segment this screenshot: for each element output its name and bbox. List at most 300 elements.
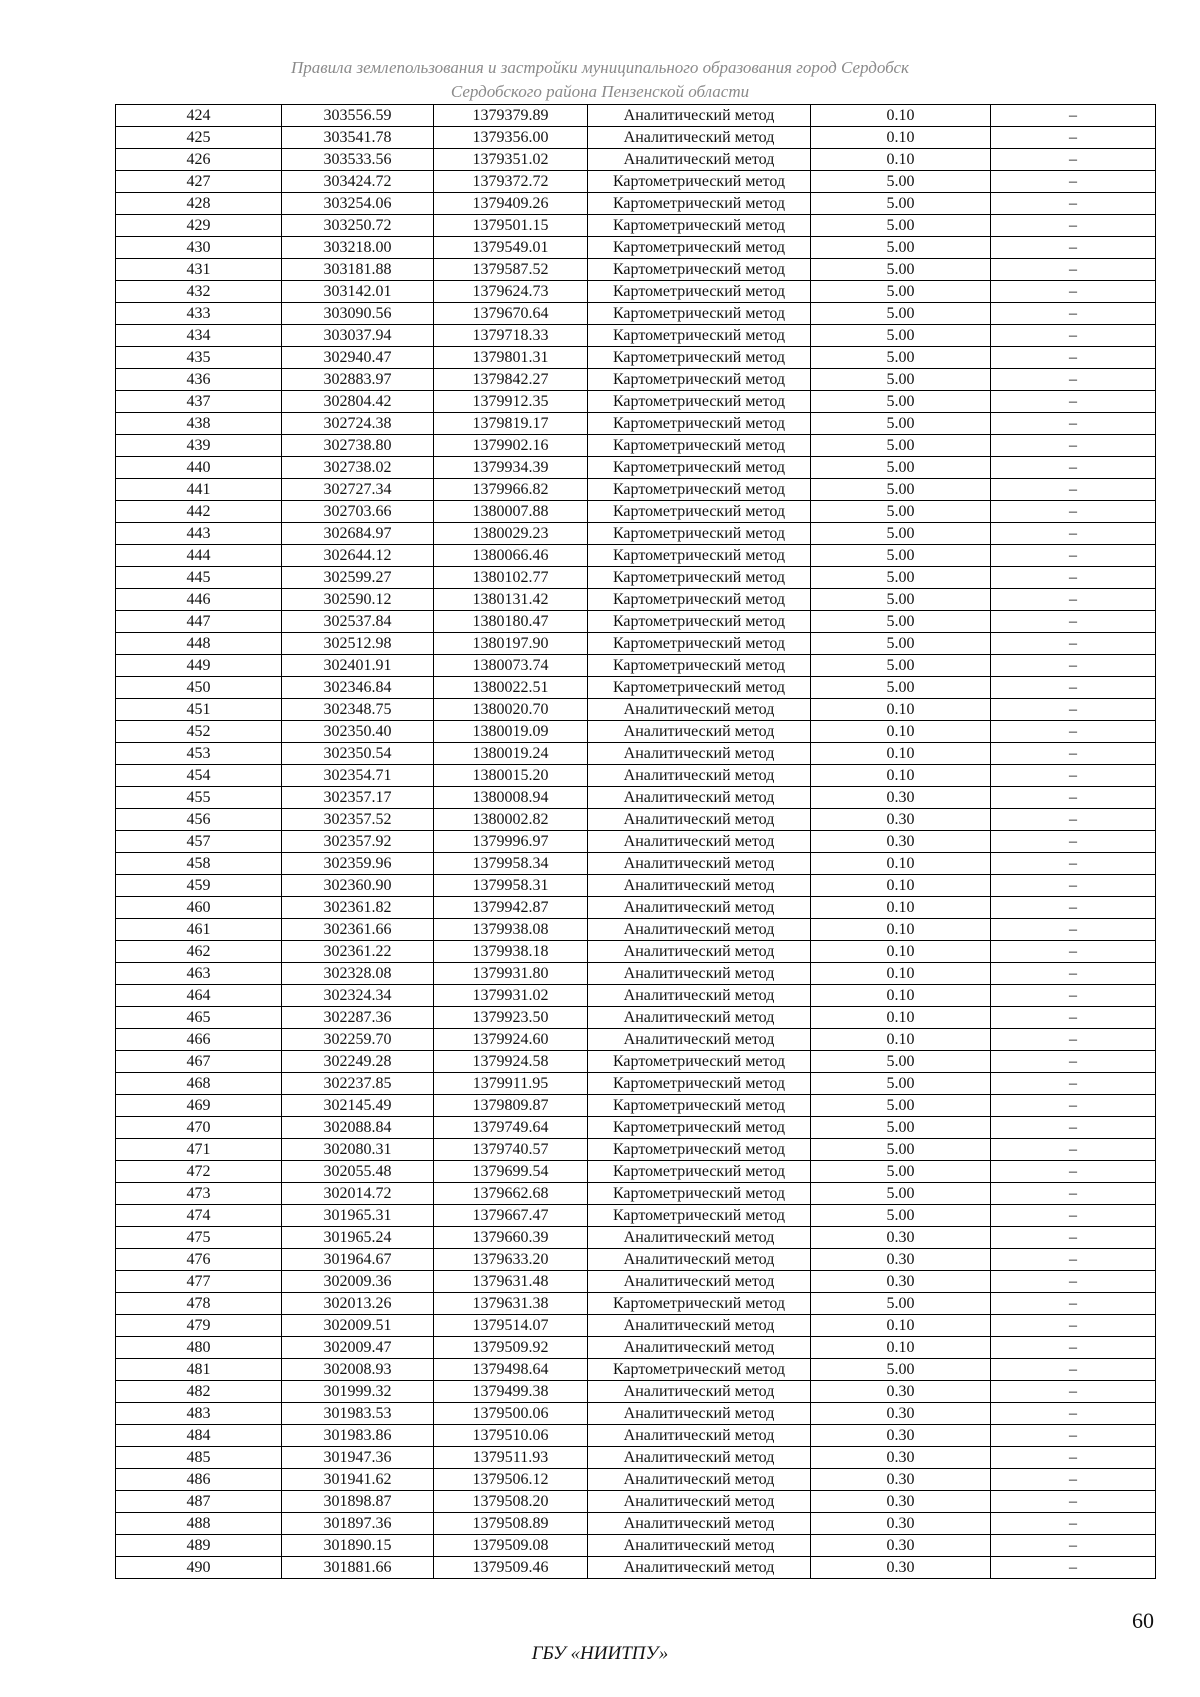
cell-point-number: 472 — [116, 1161, 282, 1183]
cell-x-coordinate: 301898.87 — [282, 1491, 434, 1513]
cell-note: – — [991, 259, 1156, 281]
cell-method: Картометрический метод — [588, 347, 811, 369]
cell-accuracy: 0.10 — [811, 919, 991, 941]
cell-point-number: 439 — [116, 435, 282, 457]
cell-accuracy: 5.00 — [811, 1359, 991, 1381]
cell-note: – — [991, 853, 1156, 875]
cell-accuracy: 0.10 — [811, 1315, 991, 1337]
table-row — [116, 1183, 1156, 1205]
cell-y-coordinate: 1380019.24 — [434, 743, 588, 765]
cell-point-number: 464 — [116, 985, 282, 1007]
table-row — [116, 149, 1156, 171]
cell-note: – — [991, 457, 1156, 479]
cell-point-number: 426 — [116, 149, 282, 171]
cell-accuracy: 0.10 — [811, 853, 991, 875]
cell-point-number: 451 — [116, 699, 282, 721]
table-row — [116, 479, 1156, 501]
cell-y-coordinate: 1380131.42 — [434, 589, 588, 611]
cell-method: Картометрический метод — [588, 589, 811, 611]
cell-method: Картометрический метод — [588, 391, 811, 413]
cell-point-number: 438 — [116, 413, 282, 435]
cell-y-coordinate: 1379966.82 — [434, 479, 588, 501]
cell-method: Картометрический метод — [588, 567, 811, 589]
cell-method: Аналитический метод — [588, 1469, 811, 1491]
cell-x-coordinate: 302324.34 — [282, 985, 434, 1007]
cell-x-coordinate: 303556.59 — [282, 105, 434, 127]
table-row — [116, 1403, 1156, 1425]
cell-accuracy: 5.00 — [811, 303, 991, 325]
cell-x-coordinate: 302738.02 — [282, 457, 434, 479]
cell-accuracy: 0.30 — [811, 831, 991, 853]
cell-y-coordinate: 1379819.17 — [434, 413, 588, 435]
cell-method: Картометрический метод — [588, 215, 811, 237]
cell-note: – — [991, 567, 1156, 589]
cell-point-number: 425 — [116, 127, 282, 149]
cell-method: Аналитический метод — [588, 105, 811, 127]
cell-method: Картометрический метод — [588, 1051, 811, 1073]
cell-x-coordinate: 302512.98 — [282, 633, 434, 655]
cell-accuracy: 0.30 — [811, 1271, 991, 1293]
table-row — [116, 1293, 1156, 1315]
cell-point-number: 449 — [116, 655, 282, 677]
cell-point-number: 447 — [116, 611, 282, 633]
cell-y-coordinate: 1379996.97 — [434, 831, 588, 853]
cell-point-number: 434 — [116, 325, 282, 347]
cell-note: – — [991, 919, 1156, 941]
cell-method: Аналитический метод — [588, 809, 811, 831]
cell-point-number: 473 — [116, 1183, 282, 1205]
cell-x-coordinate: 302537.84 — [282, 611, 434, 633]
cell-note: – — [991, 1315, 1156, 1337]
cell-note: – — [991, 369, 1156, 391]
cell-note: – — [991, 963, 1156, 985]
cell-note: – — [991, 941, 1156, 963]
table-row — [116, 413, 1156, 435]
cell-accuracy: 5.00 — [811, 1293, 991, 1315]
cell-accuracy: 0.10 — [811, 105, 991, 127]
table-row — [116, 303, 1156, 325]
cell-point-number: 463 — [116, 963, 282, 985]
cell-accuracy: 0.10 — [811, 149, 991, 171]
table-row — [116, 677, 1156, 699]
cell-accuracy: 5.00 — [811, 545, 991, 567]
cell-point-number: 453 — [116, 743, 282, 765]
cell-y-coordinate: 1379942.87 — [434, 897, 588, 919]
cell-method: Аналитический метод — [588, 963, 811, 985]
cell-note: – — [991, 1051, 1156, 1073]
cell-point-number: 467 — [116, 1051, 282, 1073]
cell-note: – — [991, 237, 1156, 259]
cell-note: – — [991, 1029, 1156, 1051]
cell-x-coordinate: 302354.71 — [282, 765, 434, 787]
cell-y-coordinate: 1379499.38 — [434, 1381, 588, 1403]
cell-y-coordinate: 1379718.33 — [434, 325, 588, 347]
table-row — [116, 259, 1156, 281]
cell-method: Картометрический метод — [588, 1073, 811, 1095]
cell-x-coordinate: 302883.97 — [282, 369, 434, 391]
cell-point-number: 474 — [116, 1205, 282, 1227]
cell-point-number: 427 — [116, 171, 282, 193]
cell-point-number: 457 — [116, 831, 282, 853]
cell-accuracy: 0.30 — [811, 1403, 991, 1425]
cell-method: Картометрический метод — [588, 633, 811, 655]
cell-method: Картометрический метод — [588, 281, 811, 303]
table-row — [116, 1139, 1156, 1161]
cell-accuracy: 5.00 — [811, 1073, 991, 1095]
cell-y-coordinate: 1380002.82 — [434, 809, 588, 831]
cell-accuracy: 5.00 — [811, 1117, 991, 1139]
cell-y-coordinate: 1379372.72 — [434, 171, 588, 193]
cell-note: – — [991, 1381, 1156, 1403]
cell-method: Аналитический метод — [588, 765, 811, 787]
page-number: 60 — [1132, 1608, 1154, 1633]
cell-point-number: 442 — [116, 501, 282, 523]
cell-x-coordinate: 302357.92 — [282, 831, 434, 853]
table-row — [116, 1535, 1156, 1557]
table-row — [116, 391, 1156, 413]
cell-point-number: 468 — [116, 1073, 282, 1095]
table-row — [116, 1271, 1156, 1293]
cell-x-coordinate: 303424.72 — [282, 171, 434, 193]
cell-y-coordinate: 1379924.60 — [434, 1029, 588, 1051]
cell-note: – — [991, 1513, 1156, 1535]
cell-y-coordinate: 1380066.46 — [434, 545, 588, 567]
cell-point-number: 437 — [116, 391, 282, 413]
cell-method: Аналитический метод — [588, 897, 811, 919]
cell-accuracy: 5.00 — [811, 281, 991, 303]
cell-accuracy: 0.10 — [811, 985, 991, 1007]
cell-method: Картометрический метод — [588, 523, 811, 545]
cell-note: – — [991, 127, 1156, 149]
cell-method: Картометрический метод — [588, 1205, 811, 1227]
header-line-2: Сердобского района Пензенской области — [450, 82, 750, 101]
cell-x-coordinate: 302259.70 — [282, 1029, 434, 1051]
table-row — [116, 1425, 1156, 1447]
cell-method: Картометрический метод — [588, 545, 811, 567]
cell-note: – — [991, 149, 1156, 171]
table-row — [116, 193, 1156, 215]
cell-method: Картометрический метод — [588, 1139, 811, 1161]
table-row — [116, 1073, 1156, 1095]
cell-point-number: 456 — [116, 809, 282, 831]
cell-y-coordinate: 1380197.90 — [434, 633, 588, 655]
cell-point-number: 444 — [116, 545, 282, 567]
cell-x-coordinate: 302088.84 — [282, 1117, 434, 1139]
cell-x-coordinate: 302145.49 — [282, 1095, 434, 1117]
cell-point-number: 469 — [116, 1095, 282, 1117]
cell-note: – — [991, 479, 1156, 501]
cell-point-number: 479 — [116, 1315, 282, 1337]
table-row — [116, 1029, 1156, 1051]
cell-x-coordinate: 303218.00 — [282, 237, 434, 259]
cell-note: – — [991, 1073, 1156, 1095]
cell-accuracy: 5.00 — [811, 677, 991, 699]
cell-note: – — [991, 1469, 1156, 1491]
cell-method: Картометрический метод — [588, 171, 811, 193]
cell-x-coordinate: 303541.78 — [282, 127, 434, 149]
cell-method: Аналитический метод — [588, 1227, 811, 1249]
table-row — [116, 1051, 1156, 1073]
cell-y-coordinate: 1379662.68 — [434, 1183, 588, 1205]
cell-accuracy: 0.30 — [811, 1249, 991, 1271]
cell-accuracy: 5.00 — [811, 589, 991, 611]
cell-accuracy: 5.00 — [811, 479, 991, 501]
cell-note: – — [991, 523, 1156, 545]
cell-point-number: 480 — [116, 1337, 282, 1359]
cell-method: Картометрический метод — [588, 259, 811, 281]
cell-point-number: 461 — [116, 919, 282, 941]
cell-method: Картометрический метод — [588, 611, 811, 633]
cell-method: Аналитический метод — [588, 1249, 811, 1271]
cell-method: Картометрический метод — [588, 435, 811, 457]
cell-accuracy: 0.10 — [811, 721, 991, 743]
cell-note: – — [991, 765, 1156, 787]
cell-method: Аналитический метод — [588, 699, 811, 721]
cell-accuracy: 5.00 — [811, 347, 991, 369]
cell-y-coordinate: 1379912.35 — [434, 391, 588, 413]
cell-note: – — [991, 699, 1156, 721]
cell-note: – — [991, 721, 1156, 743]
cell-method: Картометрический метод — [588, 193, 811, 215]
cell-method: Аналитический метод — [588, 1315, 811, 1337]
cell-method: Аналитический метод — [588, 1007, 811, 1029]
cell-method: Картометрический метод — [588, 457, 811, 479]
cell-accuracy: 5.00 — [811, 1205, 991, 1227]
cell-note: – — [991, 677, 1156, 699]
cell-x-coordinate: 302684.97 — [282, 523, 434, 545]
cell-accuracy: 5.00 — [811, 457, 991, 479]
cell-note: – — [991, 1161, 1156, 1183]
cell-accuracy: 0.10 — [811, 743, 991, 765]
header-line-1: Правила землепользования и застройки муниципального образования город Сердобск — [290, 58, 909, 77]
cell-y-coordinate: 1380180.47 — [434, 611, 588, 633]
cell-note: – — [991, 545, 1156, 567]
cell-x-coordinate: 302080.31 — [282, 1139, 434, 1161]
cell-note: – — [991, 501, 1156, 523]
cell-note: – — [991, 1491, 1156, 1513]
cell-method: Аналитический метод — [588, 1447, 811, 1469]
cell-note: – — [991, 655, 1156, 677]
table-row — [116, 1249, 1156, 1271]
cell-note: – — [991, 413, 1156, 435]
cell-point-number: 446 — [116, 589, 282, 611]
table-row — [116, 215, 1156, 237]
cell-method: Картометрический метод — [588, 369, 811, 391]
cell-point-number: 485 — [116, 1447, 282, 1469]
cell-y-coordinate: 1379902.16 — [434, 435, 588, 457]
cell-accuracy: 5.00 — [811, 215, 991, 237]
cell-x-coordinate: 301890.15 — [282, 1535, 434, 1557]
cell-point-number: 459 — [116, 875, 282, 897]
cell-point-number: 455 — [116, 787, 282, 809]
cell-x-coordinate: 303037.94 — [282, 325, 434, 347]
cell-method: Аналитический метод — [588, 875, 811, 897]
cell-y-coordinate: 1379498.64 — [434, 1359, 588, 1381]
cell-y-coordinate: 1380029.23 — [434, 523, 588, 545]
cell-method: Картометрический метод — [588, 1117, 811, 1139]
cell-note: – — [991, 325, 1156, 347]
cell-y-coordinate: 1379510.06 — [434, 1425, 588, 1447]
cell-method: Картометрический метод — [588, 325, 811, 347]
table-row — [116, 853, 1156, 875]
cell-method: Аналитический метод — [588, 1403, 811, 1425]
cell-note: – — [991, 1183, 1156, 1205]
cell-method: Аналитический метод — [588, 1029, 811, 1051]
cell-accuracy: 0.30 — [811, 1381, 991, 1403]
cell-method: Картометрический метод — [588, 1359, 811, 1381]
cell-y-coordinate: 1379631.38 — [434, 1293, 588, 1315]
cell-point-number: 440 — [116, 457, 282, 479]
table-row — [116, 1205, 1156, 1227]
cell-x-coordinate: 301964.67 — [282, 1249, 434, 1271]
cell-accuracy: 5.00 — [811, 369, 991, 391]
table-row — [116, 1161, 1156, 1183]
cell-point-number: 465 — [116, 1007, 282, 1029]
table-row — [116, 435, 1156, 457]
cell-y-coordinate: 1379934.39 — [434, 457, 588, 479]
cell-y-coordinate: 1379740.57 — [434, 1139, 588, 1161]
cell-point-number: 460 — [116, 897, 282, 919]
table-row — [116, 1227, 1156, 1249]
cell-accuracy: 5.00 — [811, 237, 991, 259]
table-row — [116, 1007, 1156, 1029]
table-row — [116, 765, 1156, 787]
cell-x-coordinate: 302401.91 — [282, 655, 434, 677]
cell-note: – — [991, 1271, 1156, 1293]
cell-x-coordinate: 301897.36 — [282, 1513, 434, 1535]
table-row — [116, 831, 1156, 853]
cell-note: – — [991, 391, 1156, 413]
table-row — [116, 1491, 1156, 1513]
cell-point-number: 470 — [116, 1117, 282, 1139]
cell-x-coordinate: 301983.86 — [282, 1425, 434, 1447]
cell-method: Аналитический метод — [588, 1337, 811, 1359]
cell-method: Аналитический метод — [588, 743, 811, 765]
cell-note: – — [991, 281, 1156, 303]
table-row — [116, 501, 1156, 523]
cell-y-coordinate: 1380008.94 — [434, 787, 588, 809]
cell-method: Картометрический метод — [588, 1095, 811, 1117]
cell-y-coordinate: 1379508.89 — [434, 1513, 588, 1535]
cell-y-coordinate: 1379670.64 — [434, 303, 588, 325]
cell-point-number: 476 — [116, 1249, 282, 1271]
cell-point-number: 477 — [116, 1271, 282, 1293]
cell-y-coordinate: 1379809.87 — [434, 1095, 588, 1117]
cell-accuracy: 0.30 — [811, 1425, 991, 1447]
table-row — [116, 1315, 1156, 1337]
cell-x-coordinate: 302014.72 — [282, 1183, 434, 1205]
cell-x-coordinate: 302727.34 — [282, 479, 434, 501]
cell-note: – — [991, 1337, 1156, 1359]
cell-method: Картометрический метод — [588, 237, 811, 259]
cell-accuracy: 0.30 — [811, 1469, 991, 1491]
cell-point-number: 478 — [116, 1293, 282, 1315]
cell-note: – — [991, 809, 1156, 831]
cell-x-coordinate: 302599.27 — [282, 567, 434, 589]
cell-note: – — [991, 105, 1156, 127]
cell-method: Аналитический метод — [588, 1535, 811, 1557]
table-row — [116, 1557, 1156, 1579]
cell-note: – — [991, 193, 1156, 215]
cell-x-coordinate: 302360.90 — [282, 875, 434, 897]
cell-accuracy: 5.00 — [811, 633, 991, 655]
cell-x-coordinate: 302357.52 — [282, 809, 434, 831]
cell-x-coordinate: 301965.24 — [282, 1227, 434, 1249]
table-row — [116, 655, 1156, 677]
cell-note: – — [991, 875, 1156, 897]
table-row — [116, 941, 1156, 963]
cell-point-number: 458 — [116, 853, 282, 875]
cell-y-coordinate: 1379631.48 — [434, 1271, 588, 1293]
cell-note: – — [991, 1535, 1156, 1557]
cell-accuracy: 5.00 — [811, 259, 991, 281]
cell-y-coordinate: 1379938.18 — [434, 941, 588, 963]
table-row — [116, 809, 1156, 831]
cell-method: Картометрический метод — [588, 1183, 811, 1205]
cell-method: Картометрический метод — [588, 501, 811, 523]
cell-x-coordinate: 302738.80 — [282, 435, 434, 457]
cell-method: Аналитический метод — [588, 149, 811, 171]
cell-accuracy: 5.00 — [811, 325, 991, 347]
cell-point-number: 483 — [116, 1403, 282, 1425]
cell-y-coordinate: 1379958.34 — [434, 853, 588, 875]
table-row — [116, 787, 1156, 809]
cell-method: Аналитический метод — [588, 721, 811, 743]
cell-point-number: 429 — [116, 215, 282, 237]
cell-point-number: 450 — [116, 677, 282, 699]
cell-x-coordinate: 303142.01 — [282, 281, 434, 303]
cell-y-coordinate: 1380022.51 — [434, 677, 588, 699]
cell-point-number: 430 — [116, 237, 282, 259]
cell-point-number: 454 — [116, 765, 282, 787]
cell-note: – — [991, 1007, 1156, 1029]
cell-method: Картометрический метод — [588, 677, 811, 699]
cell-x-coordinate: 302009.47 — [282, 1337, 434, 1359]
cell-point-number: 452 — [116, 721, 282, 743]
cell-point-number: 471 — [116, 1139, 282, 1161]
cell-x-coordinate: 302703.66 — [282, 501, 434, 523]
table-row — [116, 875, 1156, 897]
cell-point-number: 431 — [116, 259, 282, 281]
cell-accuracy: 5.00 — [811, 391, 991, 413]
cell-x-coordinate: 302357.17 — [282, 787, 434, 809]
cell-accuracy: 0.10 — [811, 699, 991, 721]
coordinates-table-body — [116, 105, 1156, 1579]
cell-accuracy: 0.10 — [811, 127, 991, 149]
table-row — [116, 743, 1156, 765]
cell-accuracy: 5.00 — [811, 171, 991, 193]
cell-note: – — [991, 347, 1156, 369]
cell-accuracy: 0.30 — [811, 787, 991, 809]
cell-y-coordinate: 1379931.80 — [434, 963, 588, 985]
cell-accuracy: 5.00 — [811, 193, 991, 215]
cell-y-coordinate: 1379509.92 — [434, 1337, 588, 1359]
cell-note: – — [991, 985, 1156, 1007]
table-row — [116, 721, 1156, 743]
table-row — [116, 1381, 1156, 1403]
cell-method: Аналитический метод — [588, 985, 811, 1007]
table-row — [116, 567, 1156, 589]
table-row — [116, 127, 1156, 149]
table-row — [116, 545, 1156, 567]
cell-x-coordinate: 302361.66 — [282, 919, 434, 941]
cell-note: – — [991, 1095, 1156, 1117]
cell-accuracy: 0.30 — [811, 809, 991, 831]
cell-accuracy: 5.00 — [811, 611, 991, 633]
cell-method: Аналитический метод — [588, 1271, 811, 1293]
table-row — [116, 1447, 1156, 1469]
cell-point-number: 428 — [116, 193, 282, 215]
